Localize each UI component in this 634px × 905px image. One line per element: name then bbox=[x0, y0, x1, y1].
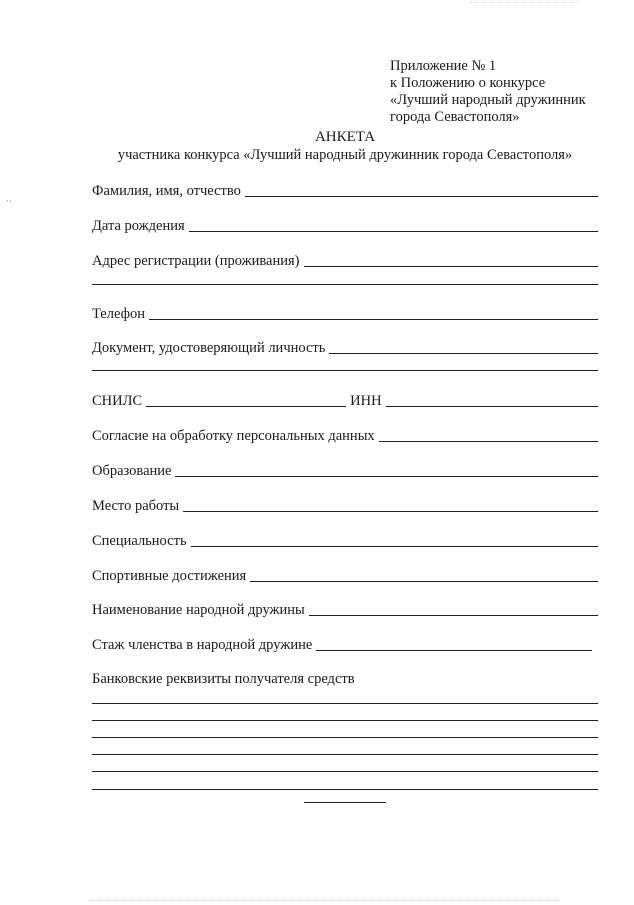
field-label: Наименование народной дружины bbox=[92, 602, 305, 618]
appendix-line: города Севастополя» bbox=[390, 109, 520, 125]
field-workplace bbox=[92, 497, 598, 515]
field-label: Специальность bbox=[92, 533, 187, 549]
scan-artifact bbox=[90, 900, 560, 901]
scan-artifact bbox=[470, 2, 580, 3]
end-rule bbox=[304, 802, 386, 803]
field-address bbox=[92, 252, 598, 270]
inn-blank[interactable] bbox=[386, 392, 598, 407]
field-label: Банковские реквизиты получателя средств bbox=[92, 671, 355, 687]
squad-name-blank[interactable] bbox=[309, 601, 598, 616]
field-label: Адрес регистрации (проживания) bbox=[92, 253, 300, 269]
field-specialty bbox=[92, 532, 598, 550]
field-snils-inn bbox=[92, 392, 598, 410]
specialty-blank[interactable] bbox=[191, 532, 598, 547]
appendix-header bbox=[390, 58, 586, 126]
field-membership bbox=[92, 636, 598, 654]
bank-details-blank[interactable] bbox=[92, 737, 598, 738]
bank-details-blank[interactable] bbox=[92, 771, 598, 772]
bank-details-blank[interactable] bbox=[92, 720, 598, 721]
field-label: Телефон bbox=[92, 306, 145, 322]
field-label: СНИЛС bbox=[92, 393, 143, 409]
sports-blank[interactable] bbox=[250, 567, 598, 582]
address-blank-continuation[interactable] bbox=[92, 284, 598, 285]
field-squad-name bbox=[92, 601, 598, 619]
field-label: ИНН bbox=[350, 393, 382, 409]
field-label: Фамилия, имя, отчество bbox=[92, 183, 241, 199]
field-birth-date bbox=[92, 217, 598, 235]
form-subtitle: участника конкурса «Лучший народный дружинник города Севастополя» bbox=[117, 147, 573, 163]
scan-speck: ⋅· bbox=[6, 196, 13, 206]
field-label: Согласие на обработку персональных данных bbox=[92, 428, 375, 444]
birth-date-blank[interactable] bbox=[189, 217, 598, 232]
field-sports bbox=[92, 567, 598, 585]
appendix-line: Приложение № 1 bbox=[390, 58, 497, 74]
field-label: Стаж членства в народной дружине bbox=[92, 637, 313, 653]
field-fio bbox=[92, 182, 598, 200]
field-label: Образование bbox=[92, 463, 172, 479]
field-label: Спортивные достижения bbox=[92, 568, 247, 584]
appendix-line: к Положению о конкурсе bbox=[390, 75, 546, 91]
field-education bbox=[92, 462, 598, 480]
bank-details-blank[interactable] bbox=[92, 789, 598, 790]
form-title: АНКЕТА bbox=[314, 129, 376, 145]
field-id-document bbox=[92, 339, 598, 357]
phone-blank[interactable] bbox=[149, 305, 598, 320]
field-bank-details bbox=[92, 670, 598, 688]
bank-details-blank[interactable] bbox=[92, 754, 598, 755]
id-document-blank[interactable] bbox=[329, 339, 598, 354]
id-document-blank-continuation[interactable] bbox=[92, 370, 598, 371]
field-consent bbox=[92, 427, 598, 445]
education-blank[interactable] bbox=[175, 462, 598, 477]
bank-details-blank[interactable] bbox=[92, 703, 598, 704]
field-label: Место работы bbox=[92, 498, 180, 514]
workplace-blank[interactable] bbox=[183, 497, 598, 512]
field-label: Дата рождения bbox=[92, 218, 185, 234]
fio-blank[interactable] bbox=[245, 182, 598, 197]
snils-blank[interactable] bbox=[146, 392, 346, 407]
membership-blank[interactable] bbox=[316, 636, 592, 651]
field-label: Документ, удостоверяющий личность bbox=[92, 340, 326, 356]
field-phone bbox=[92, 305, 598, 323]
consent-blank[interactable] bbox=[379, 427, 598, 442]
address-blank[interactable] bbox=[304, 252, 598, 267]
appendix-line: «Лучший народный дружинник bbox=[390, 92, 586, 108]
